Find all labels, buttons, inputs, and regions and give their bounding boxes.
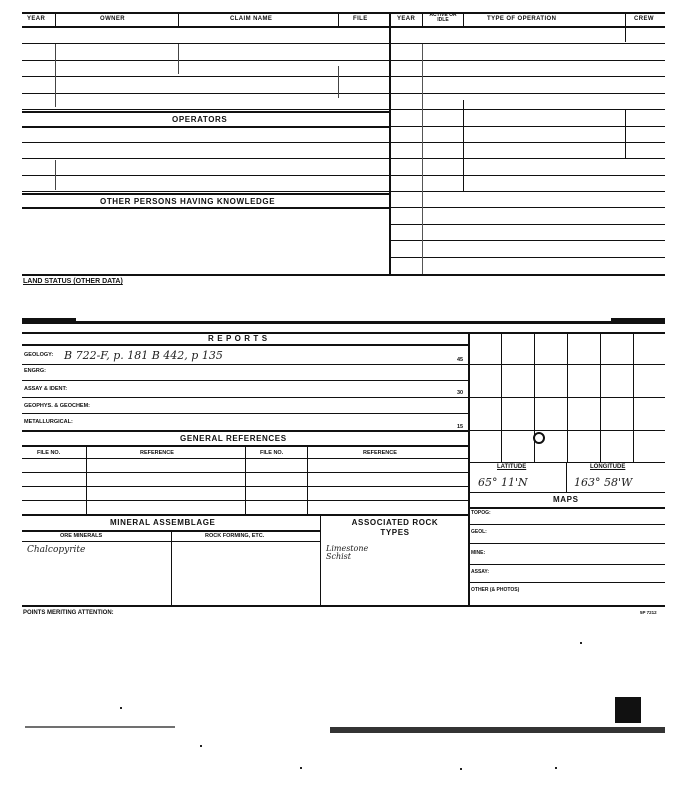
geology-label: GEOLOGY: [24,352,54,358]
maps-topog-label: TOPOG: [471,510,491,516]
metallurgical-label: METALLURGICAL: [24,419,73,425]
engrg-label: ENGRG: [24,368,46,374]
header-type-of-operation: TYPE OF OPERATION [487,16,557,22]
operators-title: OPERATORS [172,115,228,124]
maps-title: MAPS [553,495,579,504]
maps-mine-label: MINE: [471,550,486,556]
scan-speck [200,745,202,747]
ref-header-file-no-1: FILE NO. [37,450,61,456]
scan-speck [120,707,122,709]
geology-number: 45 [457,357,464,363]
assay-number: 30 [457,390,464,396]
scan-noise-bottom-left [25,726,175,728]
header-owner: OWNER [100,16,125,22]
ref-header-reference-1: REFERENCE [140,450,174,456]
location-marker [533,432,545,444]
maps-assay-label: ASSAY: [471,569,490,575]
ore-minerals-header: ORE MINERALS [60,533,103,539]
maps-geol-label: GEOL: [471,529,487,535]
maps-other-label: OTHER (& PHOTOS) [471,587,520,593]
scan-speck [460,768,462,770]
land-status-label: LAND STATUS (OTHER DATA) [23,278,123,285]
mineral-assemblage-title: MINERAL ASSEMBLAGE [110,518,216,527]
header-year: YEAR [27,16,46,22]
header-active-or-idle: ACTIVE OR IDLE [429,12,457,23]
scan-noise-bottom-block [615,697,641,723]
ref-header-file-no-2: FILE NO. [260,450,284,456]
scan-speck [580,642,582,644]
metallurgical-number: 15 [457,424,464,430]
other-persons-title: OTHER PERSONS HAVING KNOWLEDGE [100,197,276,206]
scan-noise-bottom-band [330,727,665,733]
longitude-label: LONGITUDE [590,464,626,470]
general-references-title: GENERAL REFERENCES [180,434,287,443]
header-crew: CREW [634,16,654,22]
ore-minerals-value: Chalcopyrite [27,545,86,555]
geology-value: B 722-F, p. 181 B 442, p 135 [64,349,223,362]
scan-artifact-right [611,318,665,324]
reports-title: R E P O R T S [208,334,268,343]
associated-rock-value-2: Schist [326,552,351,561]
header-year-2: YEAR [397,16,416,22]
points-meriting-label: POINTS MERITING ATTENTION: [23,610,114,616]
scan-artifact-left [22,318,76,324]
latitude-value: 65° 11'N [478,476,528,489]
scan-artifact-band [22,321,665,324]
form-number: 5P 7212 [640,610,657,615]
scan-speck [555,767,557,769]
associated-rock-types-title: ASSOCIATED ROCK TYPES [351,518,439,537]
assay-ident-label: ASSAY & IDENT: [24,386,68,392]
latitude-label: LATITUDE [497,464,527,470]
ref-header-reference-2: REFERENCE [363,450,397,456]
associated-rock-value-1: Limestone [326,544,369,553]
geophys-label: GEOPHYS. & GEOCHEM: [24,403,91,409]
longitude-value: 163° 58'W [574,476,633,489]
header-file: FILE [353,16,368,22]
scan-speck [300,767,302,769]
rock-forming-header: ROCK FORMING, ETC. [205,533,265,539]
header-claim-name: CLAIM NAME [230,16,273,22]
